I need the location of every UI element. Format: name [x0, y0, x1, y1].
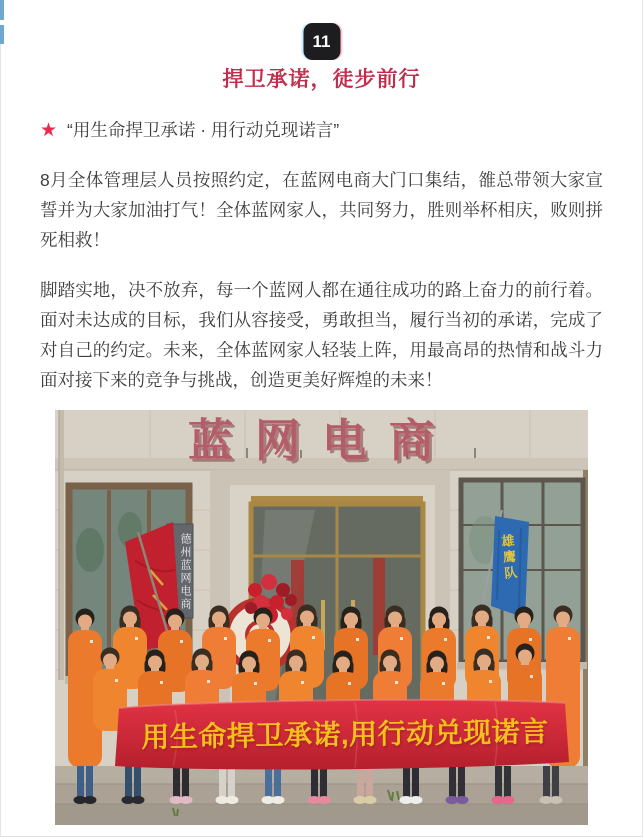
blue-flag-text: 雄鹰队 — [498, 533, 519, 583]
building-sign-text: 蓝网电商 — [188, 415, 457, 466]
page-title: 捍卫承诺，徒步前行 — [222, 68, 421, 91]
door-plaque-text: 德州蓝网电商 — [179, 533, 191, 611]
slogan-line — [40, 117, 603, 142]
drain-pipe — [59, 410, 64, 680]
star-icon: ★ — [40, 120, 58, 141]
banner-text: 用生命捍卫承诺,用行动兑现诺言 — [141, 716, 549, 753]
group-photo[interactable] — [55, 410, 588, 825]
paragraph-1: 8月全体管理层人员按照约定，在蓝网电商大门口集结，雒总带领大家宣誓并为大家加油打气！全体蓝网家人，共同努力，胜则举杯相庆，败则拼死相救！ — [40, 170, 603, 250]
slogan-text: “用生命捍卫承诺 · 用行动兑现诺言” — [67, 120, 340, 140]
paragraph-2: 脚踏实地，决不放弃，每一个蓝网人都在通往成功的路上奋力的前行着。面对未达成的目标，我们从容接受，勇敢担当，履行当初的承诺，完成了对自己的约定。未来，全体蓝网家人轻装上阵，用最高昂的热情和战斗力面对接下来的竞争与挑战，创造更美好辉煌的未来！ — [40, 280, 603, 390]
scrollbar-fragment[interactable] — [0, 0, 4, 44]
photo-illustration — [55, 410, 588, 825]
section-number-badge: 11 — [303, 23, 340, 60]
